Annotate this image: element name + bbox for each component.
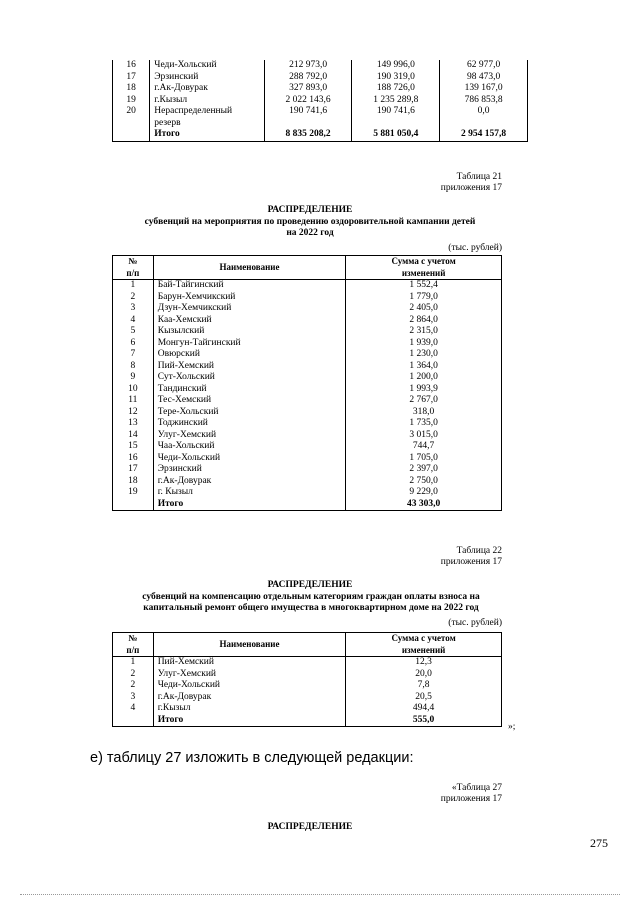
row-number: 6 xyxy=(113,338,154,350)
table21 xyxy=(112,255,502,511)
row-name: Пий-Хемский xyxy=(153,361,346,373)
row-number: 2 xyxy=(113,669,154,681)
table21-row xyxy=(113,487,502,499)
row-name: Монгун-Тайгинский xyxy=(153,338,346,350)
row-sum: 9 229,0 xyxy=(346,487,502,499)
top-table-row xyxy=(113,83,528,95)
row-number: 17 xyxy=(113,464,154,476)
row-name: Нераспределенный резерв xyxy=(150,106,264,129)
table27-label xyxy=(380,783,502,805)
row-name: Улуг-Хемский xyxy=(153,669,346,681)
table21-row xyxy=(113,441,502,453)
row-name: Кызылский xyxy=(153,326,346,338)
row-value-3: 62 977,0 xyxy=(440,60,528,72)
row-value-3: 139 167,0 xyxy=(440,83,528,95)
row-number: 10 xyxy=(113,384,154,396)
table21-row xyxy=(113,326,502,338)
row-value-1: 327 893,0 xyxy=(264,83,352,95)
row-number: 4 xyxy=(113,703,154,715)
row-number: 13 xyxy=(113,418,154,430)
table22-header-row xyxy=(113,633,502,657)
table22-title: РАСПРЕДЕЛЕНИЕ xyxy=(267,580,353,590)
row-sum: 1 552,4 xyxy=(346,280,502,292)
table22-header-sum: Сумма с учетом изменений xyxy=(346,633,502,657)
total-sum: 555,0 xyxy=(346,715,502,727)
total-value-2: 5 881 050,4 xyxy=(352,129,440,141)
table21-title: РАСПРЕДЕЛЕНИЕ xyxy=(267,205,353,215)
top-table-row xyxy=(113,95,528,107)
table22-row xyxy=(113,680,502,692)
row-value-1: 190 741,6 xyxy=(264,106,352,129)
row-number: 14 xyxy=(113,430,154,442)
row-sum: 1 230,0 xyxy=(346,349,502,361)
table21-row xyxy=(113,338,502,350)
row-value-2: 190 741,6 xyxy=(352,106,440,129)
table21-label xyxy=(380,172,502,194)
row-number: 2 xyxy=(113,292,154,304)
table21-header-name: Наименование xyxy=(153,256,346,280)
table22-label-line1: Таблица 22 xyxy=(456,546,502,556)
table21-row xyxy=(113,292,502,304)
total-number xyxy=(113,129,150,141)
table22-row xyxy=(113,669,502,681)
row-number: 17 xyxy=(113,72,150,84)
table21-header-row xyxy=(113,256,502,280)
row-value-2: 149 996,0 xyxy=(352,60,440,72)
table22-row xyxy=(113,703,502,715)
row-name: Тоджинский xyxy=(153,418,346,430)
row-number: 16 xyxy=(113,60,150,72)
table21-row xyxy=(113,395,502,407)
table21-total-row xyxy=(113,499,502,511)
table21-unit: (тыс. рублей) xyxy=(448,243,502,253)
row-name: Каа-Хемский xyxy=(153,315,346,327)
table21-row xyxy=(113,315,502,327)
table27-label-line2: приложения 17 xyxy=(440,794,502,804)
row-number: 4 xyxy=(113,315,154,327)
table21-row xyxy=(113,384,502,396)
row-name: г.Ак-Довурак xyxy=(153,476,346,488)
table27-label-line1: «Таблица 27 xyxy=(451,783,502,793)
row-name: Барун-Хемчикский xyxy=(153,292,346,304)
row-value-3: 786 853,8 xyxy=(440,95,528,107)
table21-row xyxy=(113,476,502,488)
row-value-3: 98 473,0 xyxy=(440,72,528,84)
row-value-3: 0,0 xyxy=(440,106,528,129)
row-value-1: 288 792,0 xyxy=(264,72,352,84)
row-number: 2 xyxy=(113,680,154,692)
row-number: 20 xyxy=(113,106,150,129)
row-sum: 744,7 xyxy=(346,441,502,453)
row-sum: 1 993,9 xyxy=(346,384,502,396)
table21-row xyxy=(113,372,502,384)
total-label: Итого xyxy=(153,499,346,511)
table21-row xyxy=(113,418,502,430)
row-name: Бай-Тайгинский xyxy=(153,280,346,292)
table21-row xyxy=(113,349,502,361)
row-value-1: 212 973,0 xyxy=(264,60,352,72)
row-name: г.Ак-Довурак xyxy=(150,83,264,95)
table22 xyxy=(112,632,502,727)
row-name: Тере-Хольский xyxy=(153,407,346,419)
table21-subtitle-line1: субвенций на мероприятия по проведению оздоровительной кампании детей xyxy=(144,217,476,227)
table22-header-num: № п/п xyxy=(113,633,154,657)
row-name: Пий-Хемский xyxy=(153,657,346,669)
top-table-total-row xyxy=(113,129,528,141)
row-number: 15 xyxy=(113,441,154,453)
row-name: Дзун-Хемчикский xyxy=(153,303,346,315)
table22-subtitle-line1: субвенций на компенсацию отдельным категориям граждан оплаты взноса на xyxy=(142,592,480,602)
table21-row xyxy=(113,280,502,292)
row-sum: 3 015,0 xyxy=(346,430,502,442)
table21-header-sum: Сумма с учетом изменений xyxy=(346,256,502,280)
total-sum: 43 303,0 xyxy=(346,499,502,511)
table21-row xyxy=(113,430,502,442)
table21-row xyxy=(113,453,502,465)
row-number: 18 xyxy=(113,476,154,488)
row-number: 1 xyxy=(113,657,154,669)
table22-unit: (тыс. рублей) xyxy=(448,618,502,628)
table22-row xyxy=(113,657,502,669)
total-value-1: 8 835 208,2 xyxy=(264,129,352,141)
top-table-row xyxy=(113,72,528,84)
row-number: 7 xyxy=(113,349,154,361)
table22-subtitle xyxy=(96,592,526,614)
row-name: Улуг-Хемский xyxy=(153,430,346,442)
row-sum: 318,0 xyxy=(346,407,502,419)
row-sum: 494,4 xyxy=(346,703,502,715)
table22-label xyxy=(380,546,502,568)
row-sum: 1 705,0 xyxy=(346,453,502,465)
top-table-row xyxy=(113,60,528,72)
scan-edge-line xyxy=(20,894,620,895)
row-name: г.Кызыл xyxy=(153,703,346,715)
table21-row xyxy=(113,464,502,476)
row-name: Сут-Хольский xyxy=(153,372,346,384)
row-number: 12 xyxy=(113,407,154,419)
row-sum: 2 405,0 xyxy=(346,303,502,315)
row-name: г.Кызыл xyxy=(150,95,264,107)
row-sum: 20,0 xyxy=(346,669,502,681)
row-name: г. Кызыл xyxy=(153,487,346,499)
row-name: Чаа-Хольский xyxy=(153,441,346,453)
row-sum: 2 315,0 xyxy=(346,326,502,338)
row-name: Тес-Хемский xyxy=(153,395,346,407)
row-value-1: 2 022 143,6 xyxy=(264,95,352,107)
table21-subtitle xyxy=(100,217,520,239)
row-number: 3 xyxy=(113,303,154,315)
table21-row xyxy=(113,361,502,373)
row-name: Овюрский xyxy=(153,349,346,361)
table22-row xyxy=(113,692,502,704)
table21-label-line1: Таблица 21 xyxy=(456,172,502,182)
row-name: г.Ак-Довурак xyxy=(153,692,346,704)
table22-label-line2: приложения 17 xyxy=(440,557,502,567)
row-number: 1 xyxy=(113,280,154,292)
table22-closing-quote: »; xyxy=(508,722,516,732)
row-sum: 7,8 xyxy=(346,680,502,692)
table22-total-row xyxy=(113,715,502,727)
table21-label-line2: приложения 17 xyxy=(440,183,502,193)
top-table xyxy=(112,60,528,142)
row-sum: 1 735,0 xyxy=(346,418,502,430)
row-value-2: 188 726,0 xyxy=(352,83,440,95)
row-name: Тандинский xyxy=(153,384,346,396)
total-number xyxy=(113,715,154,727)
row-number: 11 xyxy=(113,395,154,407)
row-number: 16 xyxy=(113,453,154,465)
row-number: 19 xyxy=(113,487,154,499)
row-sum: 1 779,0 xyxy=(346,292,502,304)
total-number xyxy=(113,499,154,511)
table21-row xyxy=(113,303,502,315)
row-sum: 2 397,0 xyxy=(346,464,502,476)
row-number: 18 xyxy=(113,83,150,95)
top-table-row xyxy=(113,106,528,129)
row-number: 19 xyxy=(113,95,150,107)
row-name: Чеди-Хольский xyxy=(150,60,264,72)
table22-subtitle-line2: капитальный ремонт общего имущества в многоквартирном доме на 2022 год xyxy=(143,603,479,613)
total-label: Итого xyxy=(153,715,346,727)
row-sum: 1 939,0 xyxy=(346,338,502,350)
row-sum: 2 767,0 xyxy=(346,395,502,407)
row-name: Эрзинский xyxy=(153,464,346,476)
row-name: Чеди-Хольский xyxy=(153,453,346,465)
row-value-2: 190 319,0 xyxy=(352,72,440,84)
row-number: 5 xyxy=(113,326,154,338)
row-sum: 1 200,0 xyxy=(346,372,502,384)
row-sum: 2 864,0 xyxy=(346,315,502,327)
table22-header-name: Наименование xyxy=(153,633,346,657)
row-sum: 20,5 xyxy=(346,692,502,704)
row-number: 8 xyxy=(113,361,154,373)
row-name: Эрзинский xyxy=(150,72,264,84)
row-number: 9 xyxy=(113,372,154,384)
table21-row xyxy=(113,407,502,419)
row-sum: 2 750,0 xyxy=(346,476,502,488)
table27-title: РАСПРЕДЕЛЕНИЕ xyxy=(267,822,353,832)
row-name: Чеди-Хольский xyxy=(153,680,346,692)
row-sum: 12,3 xyxy=(346,657,502,669)
total-label: Итого xyxy=(150,129,264,141)
row-number: 3 xyxy=(113,692,154,704)
instruction-text: е) таблицу 27 изложить в следующей редакции: xyxy=(90,750,414,766)
table21-header-num: № п/п xyxy=(113,256,154,280)
table21-subtitle-line2: на 2022 год xyxy=(286,228,334,238)
row-sum: 1 364,0 xyxy=(346,361,502,373)
total-value-3: 2 954 157,8 xyxy=(440,129,528,141)
page-number: 275 xyxy=(590,836,608,850)
row-value-2: 1 235 289,8 xyxy=(352,95,440,107)
